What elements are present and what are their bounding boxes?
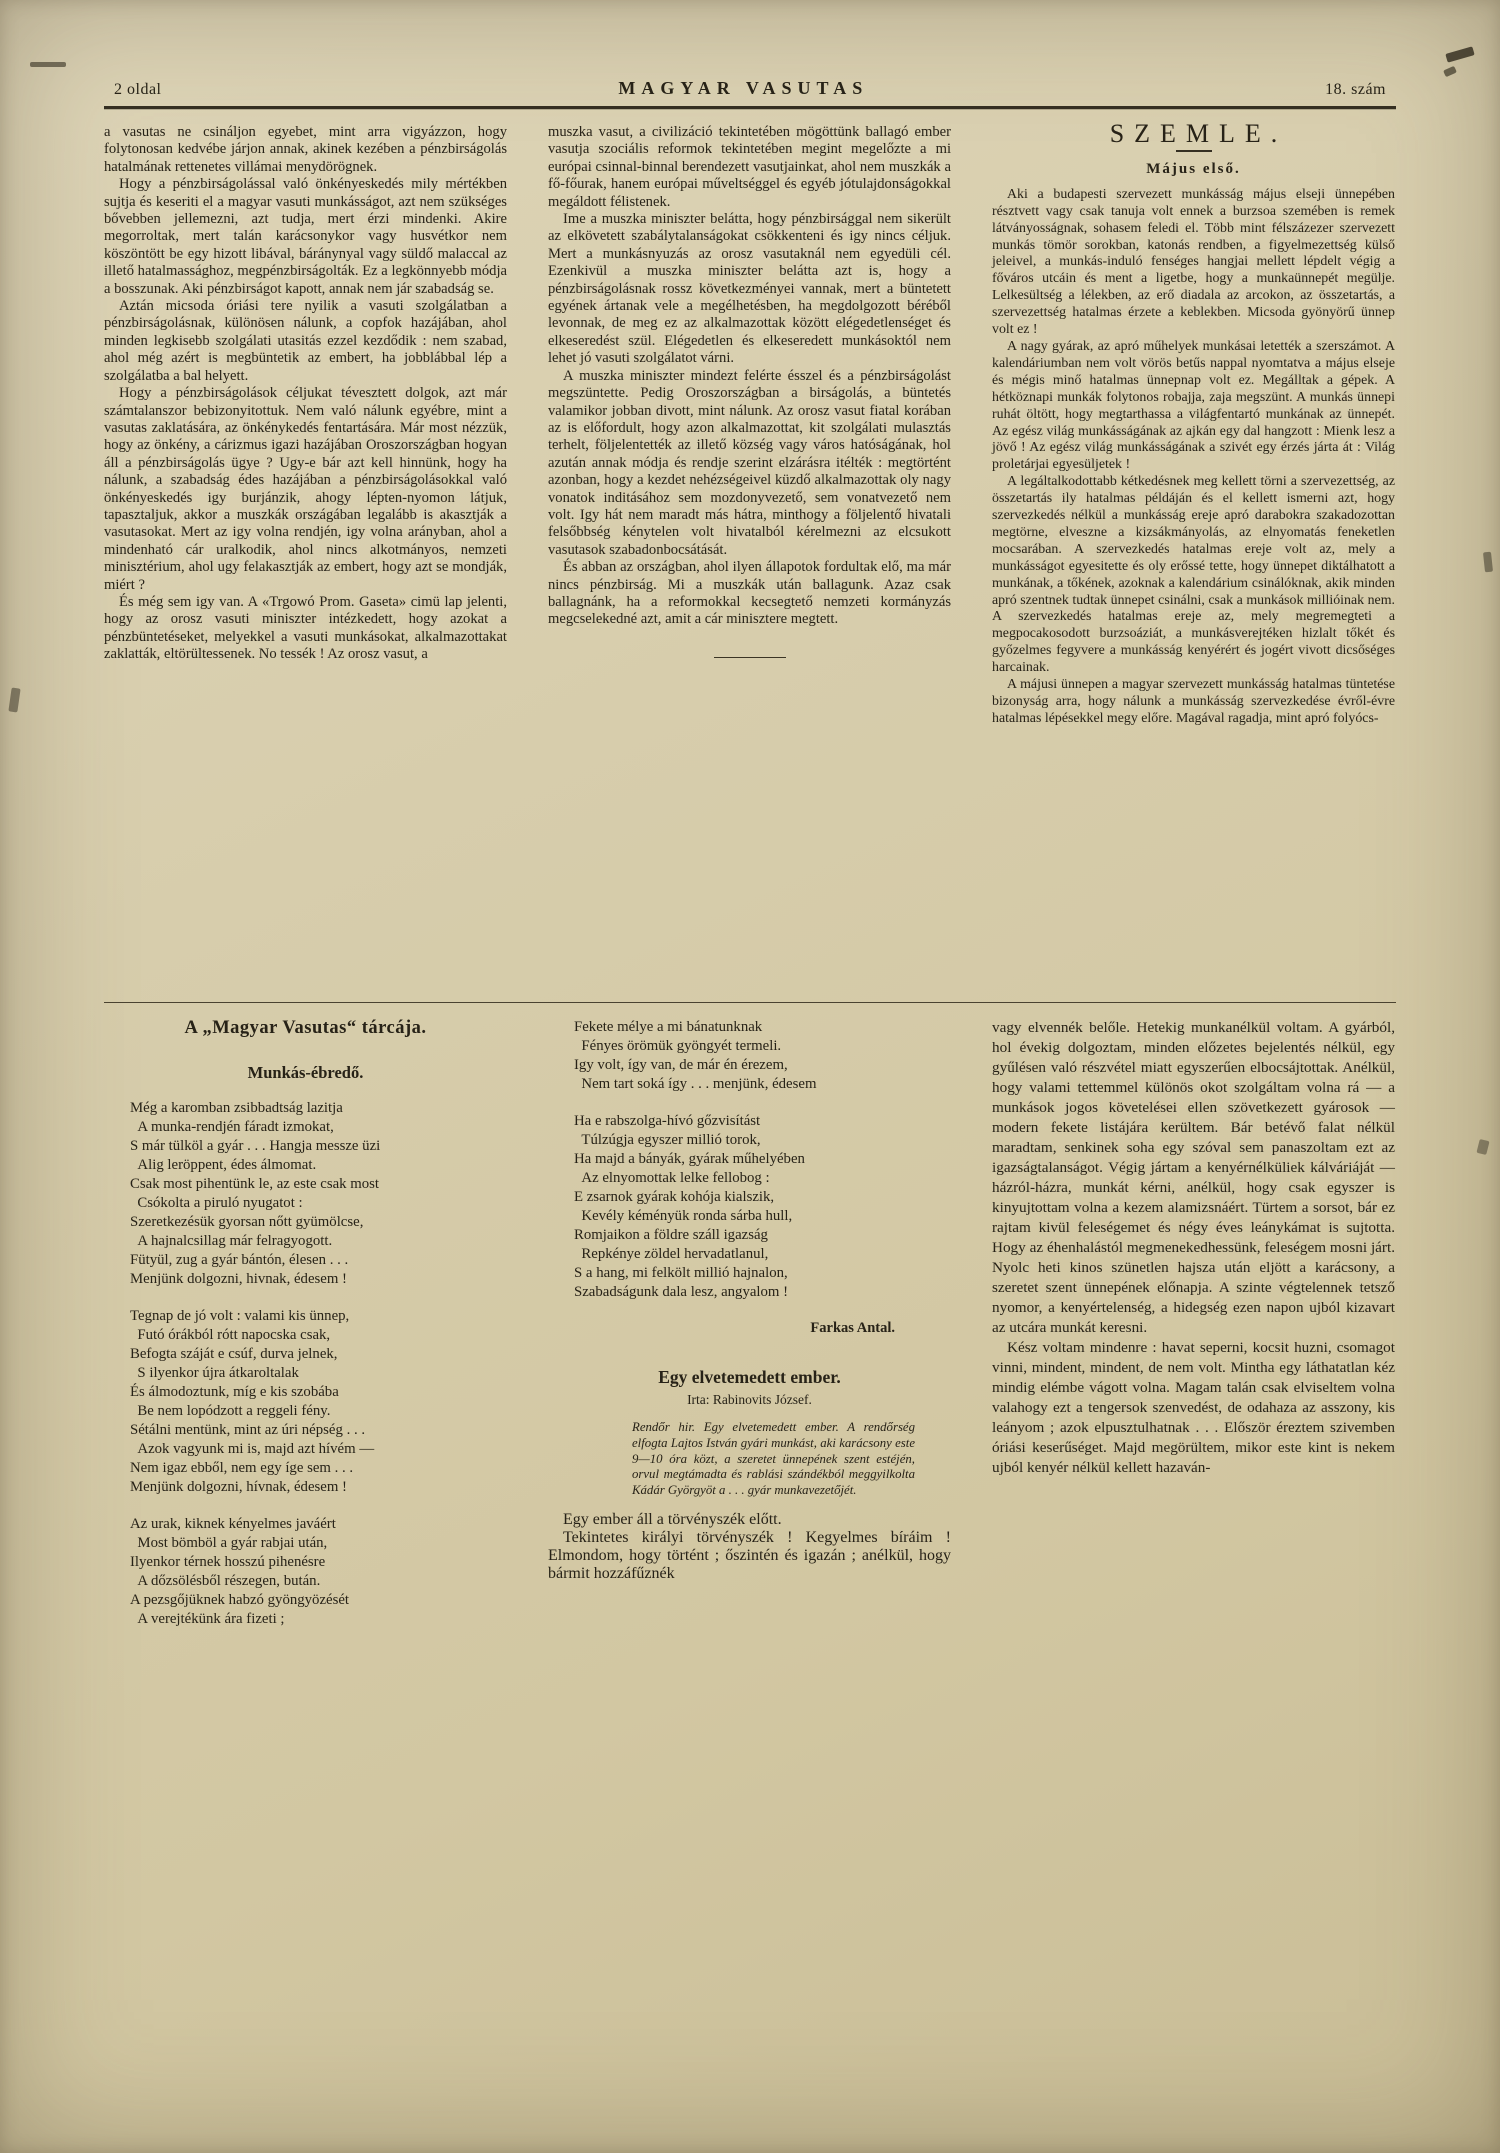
story-title: Egy elvetemedett ember. — [658, 1367, 841, 1387]
poem-line: Romjaikon a földre száll igazság — [574, 1227, 768, 1243]
poem-line: A dőzsölésből részegen, bután. — [130, 1573, 321, 1589]
page-content — [104, 78, 1396, 1647]
poem-line: Menjünk dolgozni, hivnak, édesem ! — [130, 1271, 347, 1287]
poem-line: Sétálni mentünk, mint az úri népség . . . — [130, 1422, 366, 1438]
issue-number: 18. szám — [1325, 81, 1386, 98]
paragraph: És még sem igy van. A «Trgowó Prom. Gaseta» cimü lap jelenti, hogy az orosz vasuti miniszter intézkedett, hogy azokat a pénzbüntetéseket, melyekkel a vasuti munkásokat, alkalmazottakat zaklatták, eltörültessenek. No tessék ! Az orosz vasut, a — [104, 593, 507, 663]
poem-line: Befogta száját e csúf, durva jelnek, — [130, 1346, 338, 1362]
paragraph: vagy elvennék belőle. Hetekig munkanélkül voltam. A gyárból, hol évekig dolgoztam, minden előzetes bejelentés nélkül, egy gyűlésen való részvétel miatt egyszerűen elbocsájtottak. Anélkül, hogy valami tettemmel különös okot szolgáltam volna rá — a munkások jogos követelései ellen szövetkezett gyárosok — modern fekete listájára kerültem. Bár betévő falat nélkül maradtam, senkinek soha egy szóval sem panaszoltam ezt az igazságtalanságot. Végig jártam a kenyérnélküliek kálváriáját — házról-házra, munkát kérni, anélkül, hogy csak egyszer is kinyujtottam volna a kezem alamizsnáért. Türtem a sorsot, bár ez rajtam kivül feleségemet és négy éves leánykámat is sujtotta. Hogy az éhenhalástól megmenekedhessünk, feleségem mosni járt. Nyolc heti kinos szünetlen hajsza után eljött a karácsony, a szeretet szent ünnepének előnapja. A szinte végtelennek tetsző nyomor, a kenyértelenség, a hidegség ezen napon ujból kizavart az utcára munkát keresni. — [992, 1019, 1395, 1336]
paragraph: Tekintetes királyi törvényszék ! Kegyelmes bíráim ! Elmondom, hogy történt ; őszintén és igazán ; anélkül, hogy bármit hozzáfűznék — [548, 1528, 951, 1582]
paragraph: Egy ember áll a törvényszék előtt. — [563, 1510, 782, 1528]
feuilleton-divider-rule — [104, 1002, 1396, 1003]
poem-stanza — [130, 1307, 507, 1497]
poem-line: Nem igaz ebből, nem egy íge sem . . . — [130, 1460, 354, 1476]
feuilleton-section — [104, 1018, 1396, 1647]
poem-line: S már tülköl a gyár . . . Hangja messze üzi — [130, 1138, 381, 1154]
article-body — [548, 124, 951, 629]
column-left — [104, 124, 507, 982]
story-body — [548, 1511, 951, 1583]
paragraph: Ime a muszka miniszter belátta, hogy pénzbirsággal nem sikerült az elkövetett szabálytalanságokat csökkenteni és igy nincs céljuk. Mert a munkásnyuzás az orosz vasutaknál nem egyedüli cél. Ezenkivül a muszka miniszter belátta azt is, hogy a pénzbirságolásnak rossz következményei vannak, mert a büntetett egyének ártanak vele a megélhetésben, ha megdolgozott béréből levonnak, de meg ez az alkalmazottak között elégedetlenséget és elkeseredést szül. Elégedetlen és elkeseredett munkásoktól nem lehet jó vasuti szolgálatot várni. — [548, 211, 951, 367]
top-section — [104, 119, 1396, 982]
poem-line: Nem tart soká így . . . menjünk, édesem — [574, 1076, 817, 1092]
poem-line: Fényes örömük gyöngyét termeli. — [574, 1038, 782, 1054]
page-number: 2 oldal — [114, 81, 162, 98]
poem-stanza — [130, 1515, 507, 1629]
poem-line: Azok vagyunk mi is, majd azt hívém — — [130, 1441, 375, 1457]
feuilleton-title: A „Magyar Vasutas“ tárcája. — [184, 1018, 427, 1038]
poem-line: Menjünk dolgozni, hívnak, édesem ! — [130, 1479, 347, 1495]
poem-line: Szeretkezésük gyorsan nőtt gyümölcse, — [130, 1214, 364, 1230]
paragraph: Aki a budapesti szervezett munkásság május elseji ünnepében résztvett vagy csak tanuja volt ennek a burzsoa szemében is remek látványosságnak, sohasem feledi el. Több mint félszázezer szervezett munkás tömör sorokban, katonás rendben, a figyelmezettség külső jeleivel, a munkás-induló fenséges hangjai mellett lépdelt végig a főváros utcáin és ment a ligetbe, hogy a munkaünnepét megülje. Lelkesültség a lélekben, az erő diadala az arcokon, az összetartás, a szervezettség hatalmas érzete a keblekben. Micsoda gyönyörű ünnep volt ez ! — [992, 186, 1395, 338]
poem-line: Alig leröppent, édes álmomat. — [130, 1157, 317, 1173]
poem-stanza — [130, 1099, 507, 1289]
poem-line: Fütyül, zug a gyár bántón, élesen . . . — [130, 1252, 349, 1268]
feuilleton-column-right — [992, 1018, 1395, 1647]
poem-line: Túlzúgja egyszer millió torok, — [574, 1132, 761, 1148]
poem-line: A hajnalcsillag már felragyogott. — [130, 1233, 333, 1249]
column-middle — [548, 124, 951, 982]
poem-line: A pezsgőjüknek habzó gyöngyözését — [130, 1592, 350, 1608]
paragraph: És abban az országban, ahol ilyen állapotok fordultak elő, ma már nincs pénzbirság. Mi a muszkák után ballagunk. Azaz csak ballagnánk, ha a reformokkal kecsegtető nemzeti kormányzás megcselekedné azt, amit a cár minisztere megtett. — [548, 559, 951, 628]
scan-artifact — [30, 62, 66, 67]
poem-line: Még a karomban zsibbadtság lazitja — [130, 1100, 343, 1116]
poem-line: Az elnyomottak lelke fellobog : — [574, 1170, 770, 1186]
poem-author-signature: Farkas Antal. — [810, 1320, 895, 1336]
column-right — [992, 119, 1395, 982]
poem-line: Szabadságunk dala lesz, angyalom ! — [574, 1284, 789, 1300]
paragraph: A legáltalkodottabb kétkedésnek meg kellett törni a szervezettség, az összetartás ily hatalmas példáján és el kellett ismerni azt, hogy szervezkedés nélkül a munkásság ereje apró darabokra szakadozottan megtörne, elveszne a kizsákmányolás, az elnyomatás feneketlen mocsarában. A szervezkedés hatalmas ereje volt az, mely a munkásságot egyesitette és oly erőssé tette, hogy ünnepet diktálhatott a munkának, a tőkének, azoknak a kalendárium csinálóknak, akik minden apró szentnek tudtak ünnepet csinálni, csak a munkások millióinak nem. A szervezkedés hatalmas ereje az, mely megremegteti a megpocakosodott burzsoáziát, a munkásverejtéken hizlalt tőkét és győzelmes fegyvere a munkásság kenyérért és jogért vivott dicsőséges harcainak. — [992, 474, 1395, 676]
paragraph: a vasutas ne csináljon egyebet, mint arra vigyázzon, hogy folytonosan kedvébe járjon annak, akinek kezében a pénzbirságolás hatalmának rettenetes villámai menydörögnek. — [104, 124, 507, 175]
feuilleton-column-left — [104, 1018, 507, 1647]
masthead-title: MAGYAR VASUTAS — [618, 78, 869, 98]
paragraph: Hogy a pénzbirságolással való önkényeskedés mily mértékben sujtja és keseriti el a magyar vasuti munkásságot, azt nem szükséges bővebben jellemezni, azt tudja, mert érzi mindenki. Akire megorroltak, mert talán karácsonykor vagy husvétkor nem köszöntött be egy hizott libával, báránynyal vagy süldő malaccal az illető hatalmassághoz, megpénzbirságolták. Ez a legkönnyebb módja a bosszunak. Aki pénzbirságot kapott, annak nem jár szabadság se. — [104, 176, 507, 297]
poem-stanza — [574, 1112, 951, 1302]
poem-line: Be nem lopódzott a reggeli fény. — [130, 1403, 331, 1419]
poem-line: Az urak, kiknek kényelmes javáért — [130, 1516, 336, 1532]
poem-title: Munkás-ébredő. — [247, 1063, 364, 1082]
poem-line: Igy volt, így van, de már én érezem, — [574, 1057, 788, 1073]
poem-line: Ha majd a bányák, gyárak műhelyében — [574, 1151, 805, 1167]
poem-line: Ha e rabszolga-hívó gőzvisítást — [574, 1113, 761, 1129]
article-body — [992, 187, 1395, 728]
poem-line: A verejtékünk ára fizeti ; — [130, 1611, 285, 1627]
article-subtitle: Május első. — [1146, 160, 1241, 177]
article-end-rule — [714, 657, 786, 658]
poem-line: Csak most pihentünk le, az este csak most — [130, 1176, 380, 1192]
section-title: SZEMLE. — [1109, 119, 1288, 148]
poem-stanza — [574, 1018, 951, 1094]
poem-line: Ilyenkor térnek hosszú pihenésre — [130, 1554, 326, 1570]
poem-line: Futó órákból rótt napocska csak, — [130, 1327, 331, 1343]
poem-line: A munka-rendjén fáradt izmokat, — [130, 1119, 334, 1135]
poem-line: S a hang, mi felkölt millió hajnalon, — [574, 1265, 788, 1281]
poem-line: Repkénye zöldel hervadatlanul, — [574, 1246, 769, 1262]
story-byline: Irta: Rabinovits József. — [687, 1392, 812, 1407]
title-dash-rule — [1176, 150, 1212, 152]
paragraph: A nagy gyárak, az apró műhelyek munkásai letették a szerszámot. A kalendáriumban nem volt vörös betűs nappal nyomtatva a május elseje és mégis minő hatalmas ünnepnap volt ez. Megálltak a gépek. A hétköznapi munkák folytonos robajja, zaja megszünt. A munkás ünnepi ruhát öltött, hogy megtarthassa a világfentartó munkának az ünnepét. Az egész világ munkásságának az ajkán egy dal hangzott : Mienk lesz a jövő ! Az egész világ munkásságának a szivét egy érzés járta át : Világ proletárjai egyesüljetek ! — [992, 338, 1395, 473]
page-header — [104, 78, 1396, 99]
paragraph: Hogy a pénzbirságolások céljukat tévesztett dolgok, azt már számtalanszor bebizonyitottuk. Nem való nálunk egyébre, mint a vasutas zaklatására, az önkénykedés fentartására. Már most nézzük, hogy az önkény, a cárizmus igazi hazájában Oroszországban hogyan áll a pénzbirságolás ügye ? Ugy-e bár azt kell hinnünk, hogy ha nálunk, a szabadság édes hazájában a pénzbirságolásokkal való önkényeskedés igy burjánzik, ahogy lépten-nyomon látjuk, tapasztaljuk, akkor a muszkák országában legalább is akasztják a vasutasokat. Mert az igy volna rendjén, igy volna arányban, ahol a mindenható cár uralkodik, ahol nincs alkotmányos, nemzeti minisztérium, ahol ugy felakasztják az embert, hogy azt se mondják, miért ? — [104, 385, 507, 593]
feuilleton-column-middle — [548, 1018, 951, 1647]
paragraph: A muszka miniszter mindezt felérte ésszel és a pénzbirságolást megszüntette. Pedig Oroszországban a birságolás, a büntetés valamikor jobban divott, mint nálunk. Az orosz vasut fiatal korában az is előfordult, hogy azon alkalmazottat, kit szolgálati mulasztás terhelt, följelentették az illető község vagy város hatóságának, hol azután annak módja és rendje szerint elzárásra itélték : megtörtént azonban, hogy a kezdet nehézségeivel küzdő alkalmazottak oly nagy vonatok inditásához sem mozdonyvezető, sem vonatvezető nem volt. Igy hát nem maradt más hátra, minthogy a följelentő hivatali felsőbbség kénytelen volt hivatalból kérelmezni az elcsukott vasutasok szabadonbocsátását. — [548, 367, 951, 558]
header-rule — [104, 106, 1396, 109]
poem-line: S ilyenkor újra átkaroltalak — [130, 1365, 299, 1381]
paragraph: Kész voltam mindenre : havat seperni, kocsit huzni, csomagot vinni, mindent, mindent, de nem volt. Mintha egy láthatatlan kéz mindig elémbe vágott volna. Magam talán csak elviseltem volna valahogy ezt a tengersok szenvedést, de odahaza az asszony, kis leányom ; azok elpusztulhatnak . . . Először éreztem szivemben óriási keserűséget. Majd megörültem, mikor este kint is nekem ujból kenyér nélkül kellett hazaván- — [992, 1339, 1395, 1476]
poem-line: Most bömböl a gyár rabjai után, — [130, 1535, 328, 1551]
poem-line: Tegnap de jó volt : valami kis ünnep, — [130, 1308, 350, 1324]
poem-part-2 — [548, 1018, 951, 1302]
story-lede: Rendőr hir. Egy elvetemedett ember. A rendőrség elfogta Lajtos István gyári munkást, aki karácsony este 9—10 óra közt, a szeretet ünnepének szent estéjén, orvul megtámadta és rablási szándékból meggyilkolta Kádár Györgyöt a . . . gyár munkavezetőjét. — [632, 1420, 915, 1498]
poem-line: És álmodoztunk, míg e kis szobába — [130, 1384, 339, 1400]
poem-part-1 — [104, 1099, 507, 1629]
paragraph: muszka vasut, a civilizáció tekintetében mögöttünk ballagó ember vasutja szociális reformok tekintetében megint megelőzte a mi európai csinnal-binnal berendezett vasutjainkat, ahol nem muszkák a fő-főurak, hanem európai műveltséggel és egyéb jótulajdonságokkal megáldott félistenek. — [548, 124, 951, 210]
poem-line: Fekete mélye a mi bánatunknak — [574, 1019, 763, 1035]
poem-line: E zsarnok gyárak kohója kialszik, — [574, 1189, 775, 1205]
paragraph: Aztán micsoda óriási tere nyilik a vasuti szolgálatban a pénzbirságolásnak, különösen nálunk, a copfok hazájában, ahol minden legkisebb szolgálati utasitás ezzel kezdődik : nem szabad, ahol még azért is megbüntetik az embert, ha jobblábbal lép a szolgálatba a bal helyett. — [104, 298, 507, 384]
paragraph: A májusi ünnepen a magyar szervezett munkásság hatalmas tüntetése bizonyság arra, hogy nálunk a munkásság szervezkedése évről-évre hatalmas lépésekkel megy előre. Magával ragadja, mint apró folyócs- — [992, 677, 1395, 726]
poem-line: Kevély kéményük ronda sárba hull, — [574, 1208, 793, 1224]
poem-line: Csókolta a piruló nyugatot : — [130, 1195, 303, 1211]
